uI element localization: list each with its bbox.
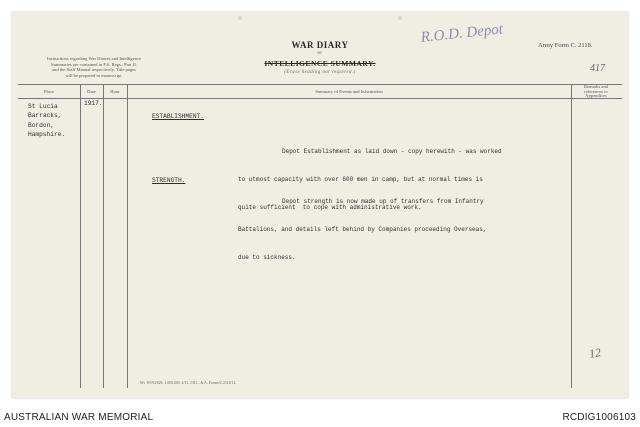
place-line: St Lucia: [28, 103, 58, 110]
erase-note: (Erase heading not required.): [284, 70, 356, 75]
form-title-or: or: [317, 51, 323, 56]
place-line: Barracks,: [28, 112, 62, 120]
folio-number: 417: [590, 63, 605, 74]
column-header-date: Date: [87, 89, 96, 94]
column-header-place: Place: [44, 89, 54, 94]
place-line: Bordon,: [28, 121, 54, 129]
archive-caption-right: RCDIG1006103: [562, 412, 636, 423]
column-divider: [103, 84, 104, 388]
strength-line: due to sickness.: [238, 254, 296, 262]
printer-footer: Wt. W593/826. 1,000,000. 4/15. J.B.C. & A. Forms/C.2118/12.: [140, 381, 237, 385]
instruction-line: will be prepared in manuscript.: [65, 72, 123, 78]
archive-caption-left: AUSTRALIAN WAR MEMORIAL: [4, 412, 154, 423]
punch-hole: [238, 16, 242, 20]
struck-subtitle: INTELLIGENCE SUMMARY.: [264, 59, 376, 68]
strength-line: Battalions, and details left behind by Companies proceeding Overseas,: [238, 226, 487, 234]
column-header-hour: Hour: [110, 89, 120, 94]
column-header-summary: Summary of Events and Information: [315, 89, 383, 94]
page-mark: 12: [587, 345, 603, 361]
column-divider: [80, 84, 81, 388]
column-divider: [127, 84, 128, 388]
form-title: WAR DIARY: [291, 40, 349, 50]
strength-line: Depot strength is now made up of transfers from Infantry: [282, 197, 484, 205]
entry-date: 1917.: [84, 100, 103, 107]
remarks-header-line: Remarks and: [583, 84, 609, 89]
column-header-remarks: [571, 85, 621, 99]
remarks-header-line: references to: [584, 88, 608, 94]
handwritten-unit: R.O.D. Depot: [420, 21, 504, 46]
form-number: Army Form C. 2118.: [538, 42, 593, 49]
place-line: Hampshire.: [28, 131, 66, 139]
instruction-line: Summaries are contained in F.S. Regs., Part II.: [51, 61, 137, 67]
establishment-line: Depot Establishment as laid down - copy herewith - was worked: [282, 147, 502, 155]
strength-heading: STRENGTH.: [152, 177, 186, 184]
remarks-header-line: Appendices: [585, 93, 607, 99]
column-divider: [571, 84, 572, 388]
punch-hole: [398, 16, 402, 20]
establishment-line: to utmost capacity with over 600 men in camp, but at normal times is: [238, 176, 483, 184]
instruction-line: Instructions regarding War Diaries and Intelligence: [46, 56, 142, 61]
instruction-line: and the Staff Manual respectively. Title pages: [52, 67, 136, 73]
establishment-heading: ESTABLISHMENT.: [152, 113, 204, 120]
entry-place: [28, 102, 65, 140]
establishment-line: quite sufficient to cope with administrative work.: [238, 204, 422, 212]
table-top-rule: [18, 84, 622, 85]
header-bottom-rule: [18, 98, 622, 99]
strength-text: [238, 178, 486, 272]
